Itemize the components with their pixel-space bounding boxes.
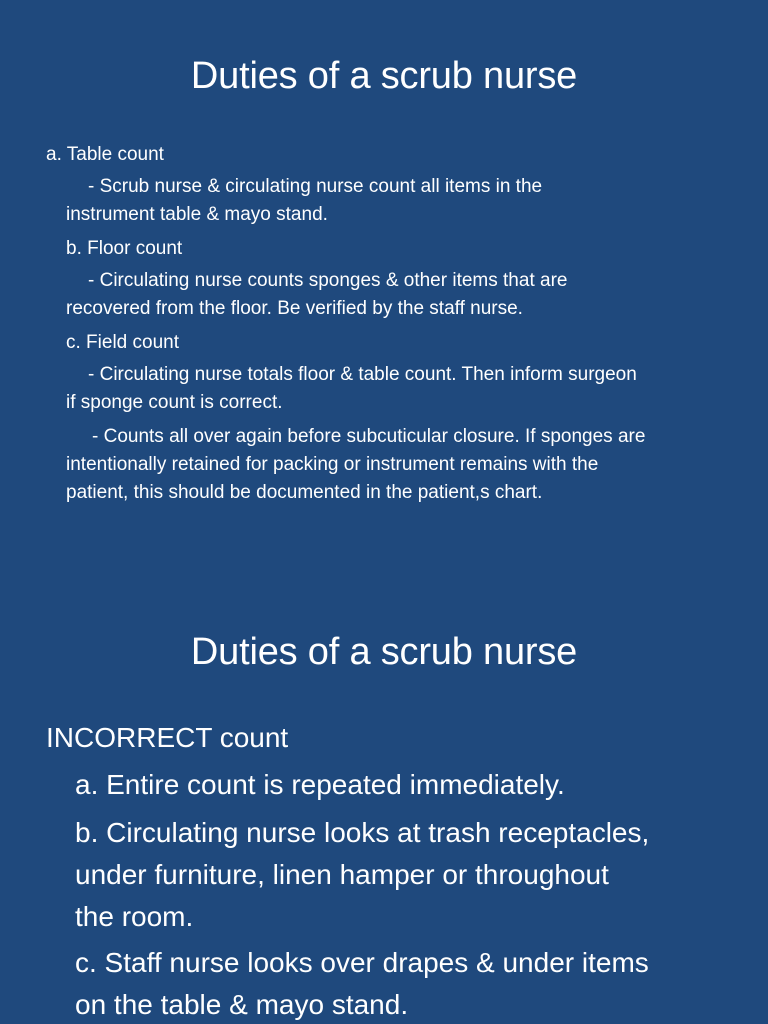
text-line: recovered from the floor. Be verified by the staff nurse. xyxy=(66,298,523,319)
text-line: b. Circulating nurse looks at trash receptacles, xyxy=(75,817,650,848)
text-line: - Counts all over again before subcuticular closure. If sponges are xyxy=(92,426,646,447)
field-count-detail xyxy=(66,361,746,417)
text-line: on the table & mayo stand. xyxy=(75,989,409,1020)
text-line: patient, this should be documented in the patient,s chart. xyxy=(66,482,543,503)
incorrect-count-heading: INCORRECT count xyxy=(46,722,289,753)
slide-incorrect-count xyxy=(0,576,768,1024)
slide-title: Duties of a scrub nurse xyxy=(190,631,578,673)
floor-count-detail xyxy=(66,267,746,323)
text-line: - Scrub nurse & circulating nurse count all items in the xyxy=(88,176,543,197)
text-line: intentionally retained for packing or instrument remains with the xyxy=(66,454,599,475)
table-count-detail xyxy=(66,173,746,229)
text-line: c. Staff nurse looks over drapes & under items xyxy=(75,947,649,978)
field-count-label: c. Field count xyxy=(66,332,179,353)
floor-count-label: b. Floor count xyxy=(66,238,183,259)
table-count-label: a. Table count xyxy=(46,144,164,165)
text-line: a. Entire count is repeated immediately. xyxy=(75,769,565,800)
text-line: if sponge count is correct. xyxy=(66,392,283,413)
list-item xyxy=(75,942,745,1024)
slide-title: Duties of a scrub nurse xyxy=(190,55,578,97)
text-line: under furniture, linen hamper or throughout xyxy=(75,859,609,890)
text-line: - Circulating nurse totals floor & table count. Then inform surgeon xyxy=(88,364,637,385)
text-line: the room. xyxy=(75,901,194,932)
text-line: instrument table & mayo stand. xyxy=(66,204,328,225)
list-item xyxy=(75,764,745,806)
recount-detail xyxy=(66,423,746,507)
list-item xyxy=(75,812,745,938)
text-line: - Circulating nurse counts sponges & other items that are xyxy=(88,270,568,291)
